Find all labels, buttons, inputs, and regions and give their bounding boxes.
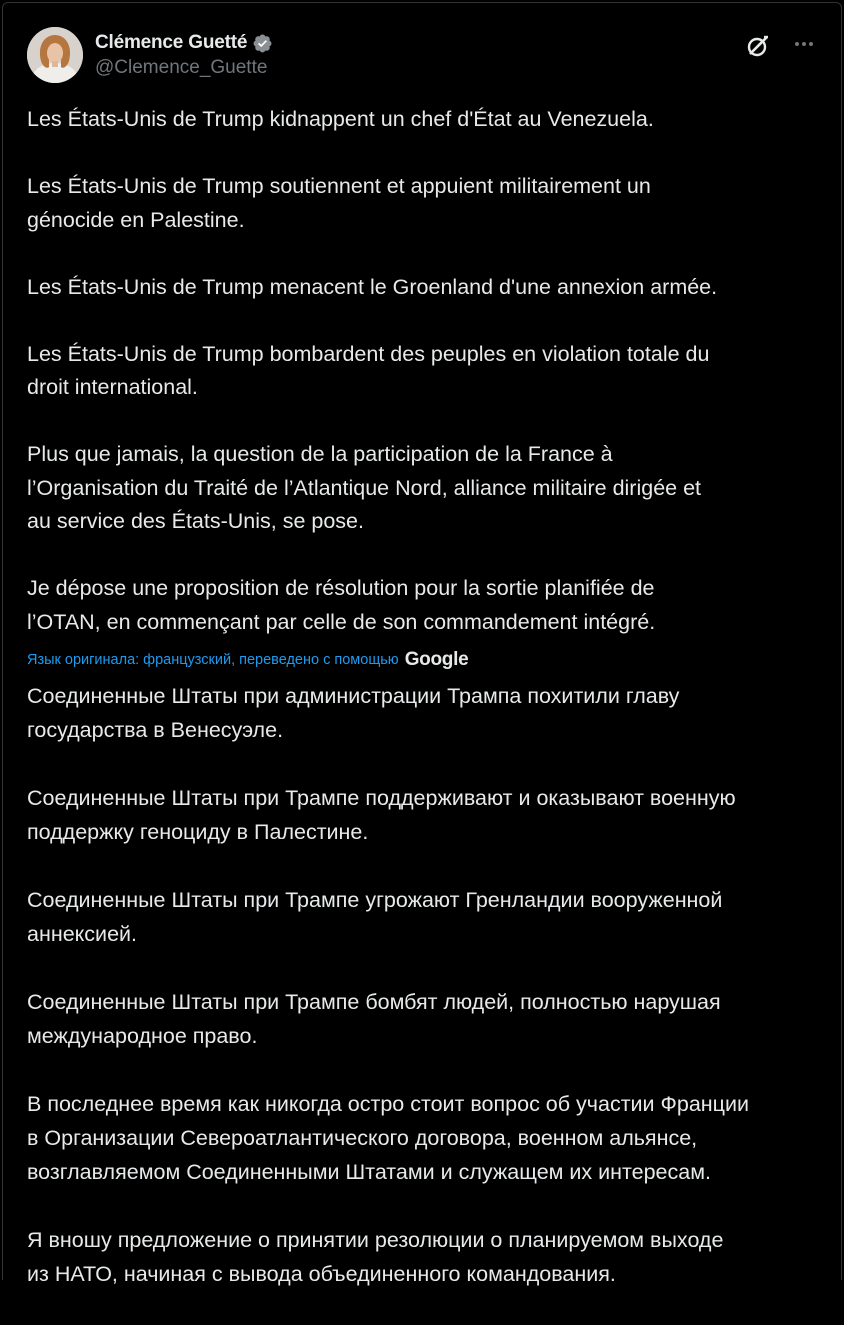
post-paragraph: Les États-Unis de Trump soutiennent et appuient militairement un génocide en Palestine. [27,174,651,232]
grok-icon[interactable] [745,33,771,59]
post-paragraph: Les États-Unis de Trump menacent le Groenland d'une annexion armée. [27,274,718,299]
post-text-original [27,103,827,639]
post-card [2,2,842,1286]
post-header [27,27,823,87]
post-paragraph: Je dépose une proposition de résolution pour la sortie planifiée de l’OTAN, en commençant par celle de son commandement intégré. [27,576,656,634]
translation-note-text: Язык оригинала: французский, переведено с помощью [27,652,399,668]
translation-attribution[interactable] [27,648,468,672]
translated-paragraph: Я вношу предложение о принятии резолюции о планируемом выходе из НАТО, начиная с вывода объединенного командования. [27,1228,724,1286]
display-name[interactable]: Clémence Guetté [95,32,248,53]
post-paragraph: Plus que jamais, la question de la participation de la France à l’Organisation du Traité de l’Atlantique Nord, alliance militaire dirigée et au service des États-Unis, se pose. [27,442,702,533]
more-options-icon[interactable] [791,31,817,57]
user-handle[interactable]: @Clemence_Guette [95,57,268,78]
translated-paragraph: Соединенные Штаты при администрации Трампа похитили главу государства в Венесуэле. [27,684,680,742]
google-logo: Google [404,649,469,670]
avatar-photo-icon [27,27,83,83]
avatar[interactable] [27,27,83,83]
translated-paragraph: Соединенные Штаты при Трампе бомбят людей, полностью нарушая международное право. [27,990,721,1048]
verified-badge-icon [252,33,273,54]
post-paragraph: Les États-Unis de Trump kidnappent un chef d'État au Venezuela. [27,107,654,131]
translated-paragraph: Соединенные Штаты при Трампе угрожают Гренландии вооруженной аннексией. [27,888,723,946]
translated-paragraph: Соединенные Штаты при Трампе поддерживают и оказывают военную поддержку геноциду в Палестине. [27,786,736,844]
post-text-translated [27,679,827,1325]
name-row [95,29,273,57]
post-paragraph: Les États-Unis de Trump bombardent des peuples en violation totale du droit international. [27,341,710,399]
translated-paragraph: В последнее время как никогда остро стоит вопрос об участии Франции в Организации Североатлантического договора, военном альянсе, возглавляемом Соединенными Штатами и служащем их интересам. [27,1092,750,1184]
